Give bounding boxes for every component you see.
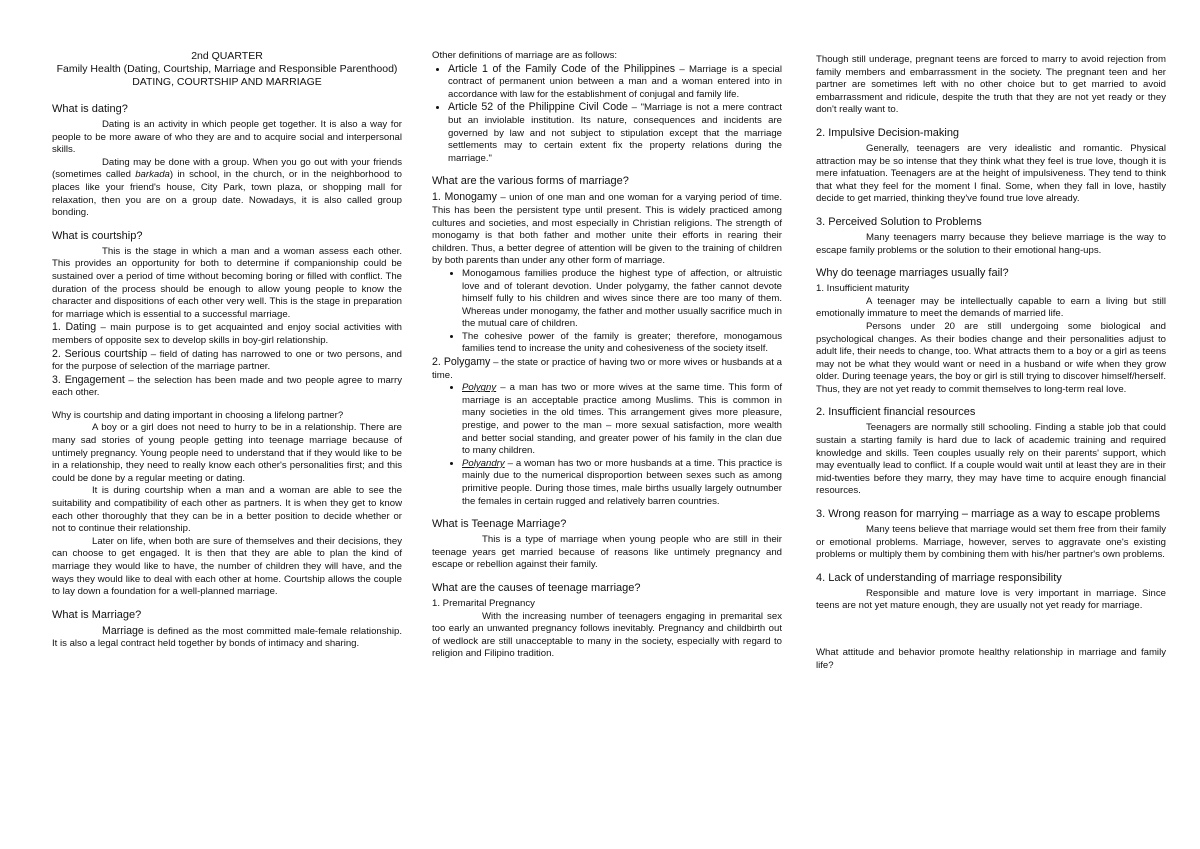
monogamy-text: – union of one man and one woman for a varying period of time. This has been the persistent type until present. This is widely practiced among cultures and societies, and most especially in Christian religions. The strength of monogamy is that both father and mother unite their efforts in rearing their children. Thus, a better degree of attention will be given to the training of children by both parents than under any other form of marriage. <box>432 192 783 267</box>
courtship-item-dating <box>52 321 402 347</box>
forms-heading: What are the various forms of marriage? <box>432 175 629 188</box>
cause-1-paragraph: With the increasing number of teenagers engaging in premarital sex too early an unwanted pregnancy follows inevitably. Pregnancy and childbirth out of wedlock are still unacceptable to many in the society, especially with regard to religion and Filipino tradition. <box>432 610 782 660</box>
monogamy-term: 1. Monogamy <box>432 191 497 204</box>
document-header <box>52 50 402 89</box>
item-serious-term: 2. Serious courtship <box>52 347 148 360</box>
polygamy-bullets <box>432 382 782 508</box>
topic-title: DATING, COURTSHIP AND MARRIAGE <box>132 76 322 88</box>
fail-1-heading: 1. Insufficient maturity <box>816 283 910 295</box>
cause-3-heading: 3. Perceived Solution to Problems <box>816 215 982 228</box>
fail-2-paragraph: Teenagers are normally still schooling. Finding a stable job that could sustain a starting family is hard due to lack of academic training and required knowledge and skills. Teen couples usually rely on their parents' support, which may eventually lead to conflict. If a couple would wait until at least they are in their mid-twenties before they marry, they may have time to acquire enough financial resources. <box>816 422 1166 497</box>
column-1 <box>52 50 402 651</box>
article-1-term: Article 1 of the Family Code of the Philippines <box>448 62 676 75</box>
causes-heading: What are the causes of teenage marriage? <box>432 581 641 594</box>
column-3 <box>816 54 1166 672</box>
polygyny-term: Polygny <box>462 382 497 394</box>
item-dating-term: 1. Dating <box>52 321 97 334</box>
monogamy-bullets <box>432 268 782 356</box>
definition-article-52 <box>448 101 782 165</box>
dating-p2-text-b: ) in school, in the church, or in the neighborhood to places like your friend's house, City Park, town plaza, or shopping mall for relaxation, then you are on a group date. Nowadays, it is also called group bonding. <box>52 169 402 219</box>
definition-article-1 <box>448 63 782 102</box>
item-dating-text: – main purpose is to get acquainted and enjoy social activities with members of opposite sex to develop skills in boy-girl relationship. <box>52 322 403 346</box>
item-engagement-term: 3. Engagement <box>52 373 125 386</box>
article-52-text: – "Marriage is not a mere contract but an inviolable institution. Its nature, consequences and incidents are governed by law and not subject to stipulation except that the marriage settlements may to certain extent fix the property relations during the marriage." <box>448 102 782 164</box>
definitions-list <box>432 63 782 166</box>
marriage-text: is defined as the most committed male-female relationship. It is also a legal contract held together by bonds of intimacy and sharing. <box>52 625 402 650</box>
fail-3-heading: 3. Wrong reason for marrying – marriage as a way to escape problems <box>816 508 1161 521</box>
polyandry-term: Polyandry <box>462 457 505 469</box>
cause-1-continued: Though still underage, pregnant teens are forced to marry to avoid rejection from family members and embarrassment in the society. The pregnant teen and her partner are sometimes left with no other choice but to get married to avoid embarrassment and ridicule, despite the truth that they are not yet ready or they don't really want to. <box>816 54 1166 116</box>
fail-3-paragraph: Many teens believe that marriage would set them free from their family or emotional problems. Marriage, however, serves to aggravate one's existing problems or multiply them by combining them with his/her partner's own problems. <box>816 524 1166 561</box>
marriage-term: Marriage <box>102 624 144 637</box>
fail-4-paragraph: Responsible and mature love is very important in marriage. Since teens are not yet mature enough, they are usually not yet ready for marriage. <box>816 587 1166 612</box>
teen-marriage-heading: What is Teenage Marriage? <box>432 518 567 531</box>
cause-2-paragraph: Generally, teenagers are very idealistic and romantic. Physical attraction may be so intense that they think what they feel is true love, though it is mere infatuation. Teenagers are at the height of impulsiveness. They tend to think that what they feel for the moment I final. Some, when they fall in love, hastily decide to get married, thinking they've found true love already. <box>816 142 1166 205</box>
dating-p2-text-a: Dating may be done with a group. When you go out with your friends (sometimes called <box>52 156 402 181</box>
courtship-item-engagement <box>52 374 402 400</box>
dating-paragraph-1: Dating is an activity in which people get together. It is also a way for people to be more aware of who they are and to acquire social and interpersonal skills. <box>52 119 402 156</box>
other-definitions: Other definitions of marriage are as follows: <box>432 50 618 61</box>
fail-4-heading: 4. Lack of understanding of marriage responsibility <box>816 571 1062 584</box>
monogamy-item <box>432 191 782 268</box>
dating-paragraph-2 <box>52 157 402 220</box>
cause-3-paragraph: Many teenagers marry because they believe marriage is the way to escape family problems or the solution to their emotional hang-ups. <box>816 231 1166 256</box>
monogamy-bullet-1: • Monogamous families produce the highest type of affection, or altruistic love and of tolerant devotion. Under polygamy, the father cannot devote himself fully to his children and wives since there are too many of them. Whereas under monogamy, the father and mother usually sacrifice much in the mutual care of children. <box>462 268 782 331</box>
polyandry-bullet <box>462 458 782 508</box>
courtship-paragraph: This is the stage in which a man and a woman assess each other. This provides an opportunity for both to determine if companionship could be sustained over a period of time without becoming boring or filled with conflict. The duration of the process should be enough to allow young people to know the character and dispositions of each other very well. This is the stage in preparation for marriage which is essential to a successful marriage. <box>52 245 402 320</box>
polyandry-text: – a woman has two or more husbands at a time. This practice is mainly due to the numerical disproportion between sexes such as among primitive people. During those times, male births usually largely outnumber the females in certain rugged and relatively barren countries. <box>462 457 782 507</box>
article-52-term: Article 52 of the Philippine Civil Code <box>448 101 628 114</box>
courtship-heading: What is courtship? <box>52 229 143 242</box>
polygyny-text: – a man has two or more wives at the same time. This form of marriage is an acceptable practice among Muslims. This is common in many societies in the old times. This arrangement gives more pleasure, prestige, and power to the man – more sexual satisfaction, more wealth and better social standing, and greater power of his family in the clan due to many children. <box>462 382 782 457</box>
why-paragraph-3: Later on life, when both are sure of themselves and their decisions, they can choose to get engaged. It is then that they are able to plan the kind of marriage they would like to have, the number of children they will have, and the ways they would like to deal with each other at home. Courtship allows the couple to lay down a foundation for a well-planned marriage. <box>52 535 402 598</box>
monogamy-bullet-2: • The cohesive power of the family is greater; therefore, monogamous families tend to increase the unity and cohesiveness of the society itself. <box>462 331 782 356</box>
fail-heading: Why do teenage marriages usually fail? <box>816 267 1009 280</box>
closing-question: What attitude and behavior promote healthy relationship in marriage and family life? <box>816 647 1166 671</box>
quarter-title: 2nd QUARTER <box>191 50 263 62</box>
courtship-item-serious <box>52 348 402 374</box>
marriage-heading: What is Marriage? <box>52 608 142 621</box>
column-2 <box>432 50 782 661</box>
polygamy-item <box>432 356 782 382</box>
cause-2-heading: 2. Impulsive Decision-making <box>816 126 960 139</box>
dating-heading: What is dating? <box>52 103 128 115</box>
why-paragraph-2: It is during courtship when a man and a woman are able to see the suitability and compatibility of each other as partners. It is when they get to know each other thoroughly that they can be in a better position to decide whether or not to continue their relationship. <box>52 485 402 535</box>
subject-title: Family Health (Dating, Courtship, Marriage and Responsible Parenthood) <box>56 63 398 75</box>
polygamy-term: 2. Polygamy <box>432 356 491 369</box>
teen-marriage-paragraph: This is a type of marriage when young people who are still in their teenage years get married because of reasons like untimely pregnancy and escape or rebellion against their family. <box>432 534 782 571</box>
fail-2-heading: 2. Insufficient financial resources <box>816 406 976 419</box>
article-1-text: – Marriage is a special contract of permanent union between a man and a woman entered into in accordance with law for the establishment of conjugal and family life. <box>448 63 782 100</box>
barkada-term: barkada <box>135 169 170 181</box>
item-serious-text: – field of dating has narrowed to one or two persons, and for the purpose of selection of the marriage partner. <box>52 348 402 373</box>
why-paragraph-1: A boy or a girl does not need to hurry to be in a relationship. There are many sad stories of young people getting into teenage marriage because of untimely pregnancy. Young people need to understand that if they would like to be in a relationship, they need to really know each other's personalities first; and this could be done by a regular meeting or dating. <box>52 422 402 484</box>
why-question: Why is courtship and dating important in choosing a lifelong partner? <box>52 409 344 421</box>
marriage-paragraph <box>52 625 402 651</box>
fail-1-paragraph-2: Persons under 20 are still undergoing some biological and psychological changes. As their bodies change and their personalities adjust to adult life, their needs to change, too. What attracts them to a boy or a girl as teens may not be what they would want or need in a husband or wife when they grow older. During teenage years, the boy or girl is still trying to discover himself/herself. Thus, they are not yet ready to commit themselves to long-term real love. <box>816 320 1166 395</box>
polygyny-bullet <box>462 382 782 458</box>
cause-1-heading: 1. Premarital Pregnancy <box>432 597 535 609</box>
item-engagement-text: – the selection has been made and two people agree to marry each other. <box>52 374 402 399</box>
fail-1-paragraph-1: A teenager may be intellectually capable to earn a living but still emotionally immature to meet the demands of married life. <box>816 295 1166 320</box>
polygamy-text: – the state or practice of having two or more wives or husbands at a time. <box>432 357 782 381</box>
